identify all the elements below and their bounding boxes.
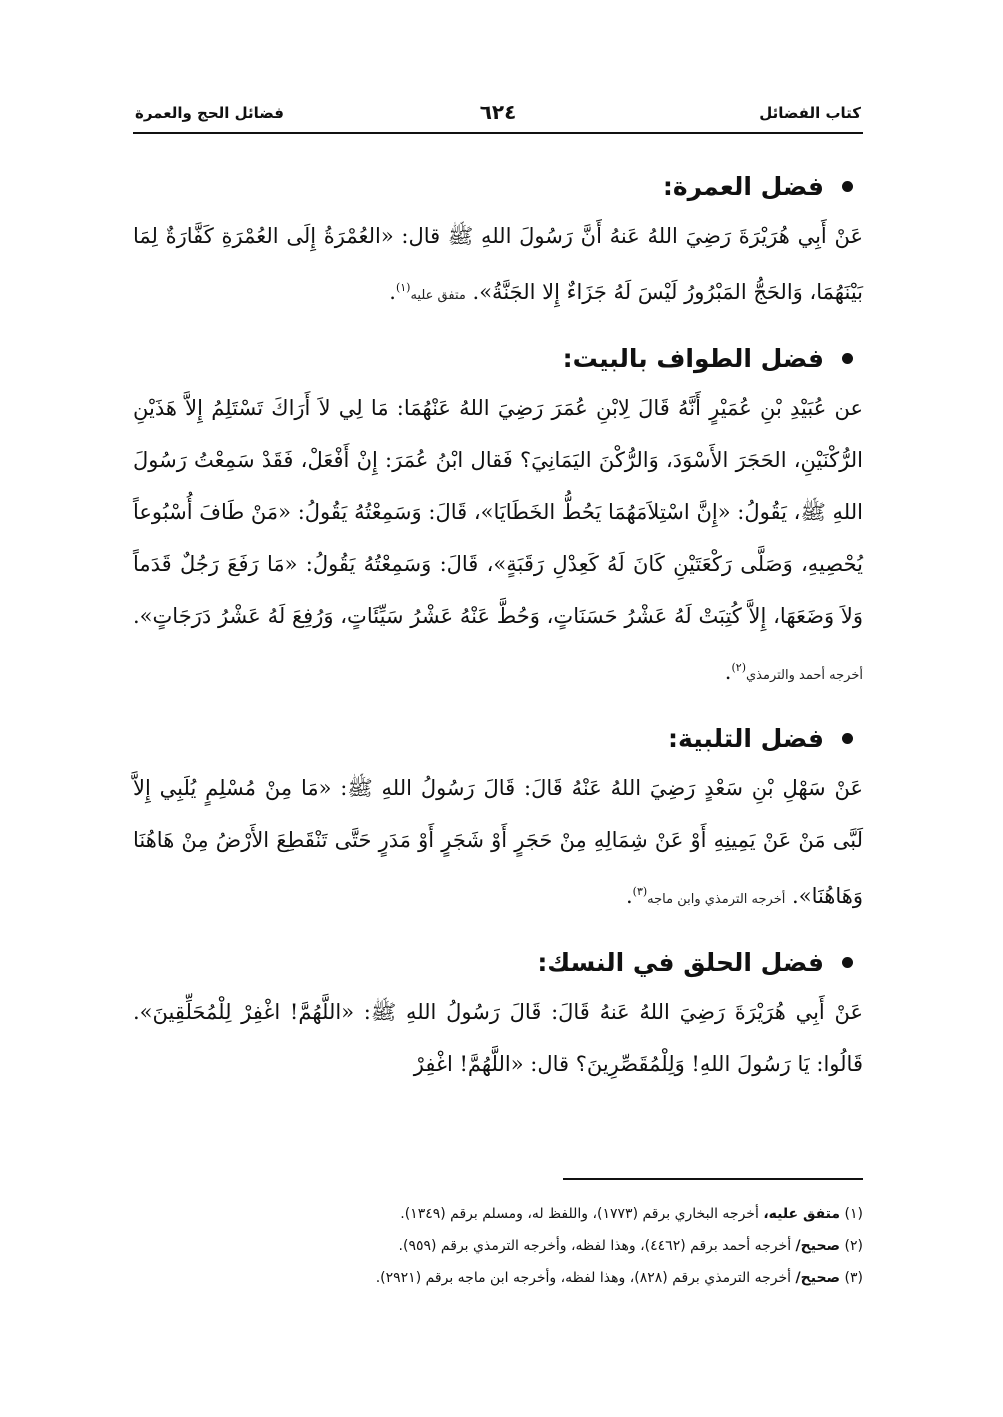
bullet-icon — [842, 181, 853, 192]
section-heading — [133, 938, 863, 986]
footnote-marker[interactable]: (٢) — [731, 661, 746, 674]
footnote-number: (٢) — [844, 1238, 863, 1254]
section-heading — [133, 162, 863, 210]
section-title: فضل العمرة: — [662, 171, 824, 201]
bullet-icon — [842, 733, 853, 744]
section-gap — [133, 322, 863, 334]
section-title: فضل الطواف بالبيت: — [562, 343, 824, 373]
page-body — [133, 162, 863, 1090]
hadith-text: عَنْ أَبِي هُرَيْرَةَ رَضِيَ اللهُ عَنهُ أَنَّ رَسُولَ اللهِ ﷺ قال: «العُمْرَةُ إِلَى العُمْرَةِ كَفَّارَةٌ لِمَا بَيْنَهُمَا، وَالحَجُّ المَبْرُورُ لَيْسَ لَهُ جَزَاءٌ إِلا الجَنَّةُ». — [133, 224, 863, 304]
running-header — [133, 100, 863, 130]
section-gap — [133, 702, 863, 714]
hadith-paragraph — [133, 210, 863, 322]
footnote-marker[interactable]: (١) — [395, 281, 411, 294]
chapter-title: فضائل الحج والعمرة — [135, 104, 284, 122]
bullet-icon — [842, 353, 853, 364]
section-title: فضل التلبية: — [668, 723, 824, 753]
hadith-text: عَنْ سَهْلِ بْنِ سَعْدٍ رَضِيَ اللهُ عَنْهُ قَالَ: قَالَ رَسُولُ اللهِ ﷺ: «مَا مِنْ مُسْلِمٍ يُلَبِي إِلاَّ لَبَّى مَنْ عَنْ يَمِينِهِ أَوْ عَنْ شِمَالِهِ مِنْ حَجَرٍ أَوْ شَجَرٍ أَوْ مَدَرٍ حَتَّى تَنْقَطِعَ الأَرْضُ مِنْ هَاهُنَا وَهَاهُنَا». — [133, 776, 863, 908]
section-heading — [133, 334, 863, 382]
sentence-end: . — [625, 884, 633, 908]
footnotes — [133, 1198, 863, 1294]
hadith-text: عن عُبَيْدِ بْنِ عُمَيْرٍ أَنَّهُ قَالَ لِابْنِ عُمَرَ رَضِيَ اللهُ عَنْهُمَا: مَا لِي لاَ أَرَاكَ تَسْتَلِمُ إِلاَّ هَذَيْنِ الرُّكْنَيْنِ، الحَجَرَ الأَسْوَدَ، وَالرُّكْنَ اليَمَانِيَ؟ فَقال ابْنُ عُمَرَ: إِنْ أَفْعَلْ، فَقَدْ سَمِعْتُ رَسُولَ اللهِ ﷺ، يَقُولُ: «إِنَّ اسْتِلاَمَهُمَا يَحُطُّ الخَطَايَا»، قَالَ: وَسَمِعْتُهُ يَقُولُ: «مَنْ طَافَ أُسْبُوعاً يُحْصِيهِ، وَصَلَّى رَكْعَتَيْنِ كَانَ لَهُ كَعِدْلِ رَقَبَةٍ»، قَالَ: وَسَمِعْتُهُ يَقُولُ: «مَا رَفَعَ رَجُلٌ قَدَماً وَلاَ وَضَعَهَا، إِلاَّ كُتِبَتْ لَهُ عَشْرُ حَسَنَاتٍ، وَحُطَّ عَنْهُ عَشْرُ سَيِّئَاتٍ، وَرُفِعَ لَهُ عَشْرُ دَرَجَاتٍ». — [133, 396, 863, 628]
footnote-grade: متفق عليه، — [763, 1206, 841, 1222]
section-gap — [133, 926, 863, 938]
hadith-text: عَنْ أَبِي هُرَيْرَةَ رَضِيَ اللهُ عَنهُ قَالَ: قَالَ رَسُولُ اللهِ ﷺ: «اللَّهُمَّ! اغْفِرْ لِلْمُحَلِّقِينَ». قَالُوا: يَا رَسُولَ اللهِ! وَلِلْمُقَصِّرِينَ؟ قال: «اللَّهُمَّ! اغْفِرْ — [133, 1000, 863, 1076]
hadith-reference: أخرجه الترمذي وابن ماجه — [647, 892, 786, 907]
hadith-reference: أخرجه أحمد والترمذي — [746, 668, 863, 683]
footnote-item — [133, 1230, 863, 1262]
bullet-icon — [842, 957, 853, 968]
footnote-text: أخرجه البخاري برقم (١٧٧٣)، واللفظ له، ومسلم برقم (١٣٤٩). — [400, 1206, 759, 1222]
hadith-paragraph — [133, 762, 863, 926]
footnote-item — [133, 1198, 863, 1230]
section-heading — [133, 714, 863, 762]
footnote-marker[interactable]: (٣) — [632, 885, 648, 898]
book-title: كتاب الفضائل — [759, 104, 861, 122]
footnote-number: (١) — [844, 1206, 863, 1222]
sentence-end: . — [724, 660, 732, 684]
footnote-text: أخرجه أحمد برقم (٤٤٦٢)، وهذا لفظه، وأخرجه الترمذي برقم (٩٥٩). — [398, 1238, 792, 1254]
page-number: ٦٢٤ — [479, 100, 517, 124]
sentence-end: . — [389, 280, 396, 304]
hadith-paragraph — [133, 382, 863, 702]
header-divider — [133, 132, 863, 134]
footnote-divider — [563, 1178, 863, 1180]
footnote-text: أخرجه الترمذي برقم (٨٢٨)، وهذا لفظه، وأخرجه ابن ماجه برقم (٢٩٢١). — [375, 1270, 792, 1286]
footnote-grade: صحيح/ — [795, 1270, 841, 1286]
footnote-grade: صحيح/ — [795, 1238, 841, 1254]
footnote-item — [133, 1262, 863, 1294]
hadith-paragraph — [133, 986, 863, 1090]
section-title: فضل الحلق في النسك: — [537, 947, 824, 977]
hadith-reference: متفق عليه — [410, 288, 466, 303]
footnote-number: (٣) — [844, 1270, 863, 1286]
